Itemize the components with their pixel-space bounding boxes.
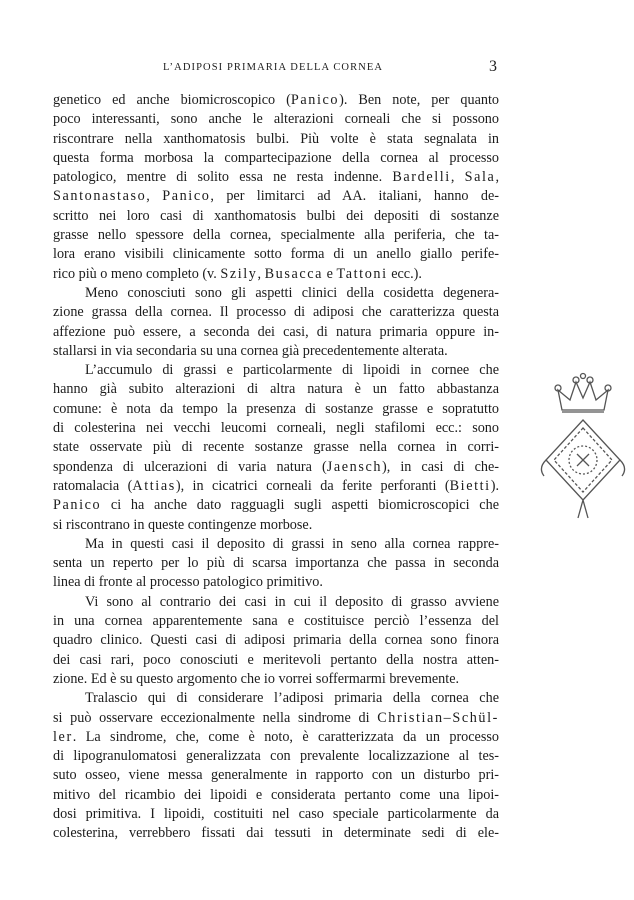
text-segment: Vi sono al contrario dei casi in cui il deposito di grasso avviene xyxy=(85,593,499,610)
text-segment: si può osservare eccezionalmente nella sindrome di xyxy=(53,709,378,726)
author-name: Attias xyxy=(132,477,176,494)
author-name: Panico xyxy=(162,188,211,205)
text-segment: Meno conosciuti sono gli aspetti clinici della cosidetta degenera- xyxy=(85,284,499,301)
text-segment: senta un reperto per lo più di scarsa importanza che passa in seconda xyxy=(53,555,499,572)
text-line xyxy=(53,130,499,149)
text-segment: linea di fronte al processo patologico primitivo. xyxy=(53,574,323,591)
text-segment: ci ha anche dato ragguagli sugli aspetti biomicroscopici che xyxy=(101,497,499,514)
text-segment: ). Ben note, per quanto xyxy=(339,92,499,108)
text-segment: ratomalacia ( xyxy=(53,477,133,494)
text-line xyxy=(53,747,499,766)
author-name: Bardelli xyxy=(392,169,451,186)
text-line xyxy=(53,786,499,805)
text-segment: , xyxy=(450,169,465,186)
author-name: Jaensch xyxy=(326,458,383,475)
text-line xyxy=(53,168,499,187)
text-segment: stallarsi in via secondaria su una cornea già precedentemente alterata. xyxy=(53,342,448,359)
text-line xyxy=(53,361,499,380)
text-segment: rico più o meno completo (v. xyxy=(53,265,221,282)
text-segment: zione. Ed è su questo argomento che io vorrei soffermarmi brevemente. xyxy=(53,670,460,687)
text-segment: scritto nei loro casi di xanthomatosis bulbi dei depositi di sostanze xyxy=(53,207,499,224)
text-line xyxy=(53,226,499,245)
author-name: Panico xyxy=(53,497,102,514)
text-line xyxy=(53,284,499,303)
text-line xyxy=(53,496,499,515)
text-line xyxy=(53,728,499,747)
text-line xyxy=(53,245,499,264)
text-segment: ), in casi di che- xyxy=(382,458,499,475)
text-line xyxy=(53,419,499,438)
text-segment: suto osseo, viene messa generalmente in rapporto con un disturbo pri- xyxy=(53,767,499,784)
page-number: 3 xyxy=(489,58,497,75)
text-segment: , xyxy=(495,169,499,186)
text-segment: . La sindrome, che, come è noto, è caratterizzata da un processo xyxy=(72,728,499,745)
running-title: L’ADIPOSI PRIMARIA DELLA CORNEA xyxy=(163,62,384,73)
text-line xyxy=(53,438,499,457)
text-segment: di lipogranulomatosi generalizzata con prevalente localizzazione al tes- xyxy=(53,748,499,765)
text-segment: , xyxy=(257,265,265,282)
text-line xyxy=(53,573,499,592)
text-segment: genetico ed anche biomicroscopico ( xyxy=(53,92,291,108)
text-line xyxy=(53,612,499,631)
text-line xyxy=(53,709,499,728)
text-line xyxy=(53,535,499,554)
text-segment: affezione può essere, a seconda dei casi, di natura primaria oppure in- xyxy=(53,323,499,340)
author-name: Bietti xyxy=(449,477,491,494)
text-line xyxy=(53,400,499,419)
text-segment: , xyxy=(146,188,163,205)
author-name: Tattoni xyxy=(336,265,388,282)
text-line xyxy=(53,380,499,399)
text-segment: colesterina, verrebbero fissati dai tessuti in determinate sedi di ele- xyxy=(53,825,499,842)
author-name: Christian–Schül- xyxy=(377,709,499,726)
text-line xyxy=(53,689,499,708)
text-line xyxy=(53,187,499,206)
text-line xyxy=(53,824,499,843)
text-segment: spondenza di ulcerazioni di varia natura ( xyxy=(53,458,327,475)
author-name: Santonastaso xyxy=(53,188,147,205)
author-name: Panico xyxy=(290,92,340,108)
text-segment: questa forma morbosa la compartecipazione della cornea al processo xyxy=(53,149,499,166)
library-stamp-icon xyxy=(540,368,626,538)
text-segment: lora erano visibili clinicamente sotto forma di un anello giallo perife- xyxy=(53,246,499,263)
text-segment: comune: è nota da tempo la presenza di sostanze grasse e sopratutto xyxy=(53,400,499,417)
author-name: Szily xyxy=(220,265,258,282)
text-line xyxy=(53,593,499,612)
text-segment: di colesterina nei vecchi leucomi corneali, negli stafilomi ecc.: sono xyxy=(53,420,499,437)
text-line xyxy=(53,265,499,284)
author-name: Busacca xyxy=(264,265,324,282)
text-segment: hanno già subito alterazioni di altra natura è un fatto abbastanza xyxy=(53,381,499,398)
text-line xyxy=(53,477,499,496)
text-segment: zione grassa della cornea. Il processo di adiposi che caratterizza questa xyxy=(53,304,499,321)
text-segment: state osservate più di recente sostanze grasse nella cornea in corri- xyxy=(53,439,499,456)
text-segment: Tralascio qui di considerare l’adiposi primaria della cornea che xyxy=(85,690,499,707)
text-segment: Ma in questi casi il deposito di grassi in seno alla cornea rappre- xyxy=(85,535,499,552)
text-segment: quadro clinico. Questi casi di adiposi primaria della cornea sono finora xyxy=(53,632,499,649)
text-segment: ). xyxy=(490,477,499,494)
text-line xyxy=(53,303,499,322)
text-segment: grasse nello spessore della cornea, specialmente alla periferia, che ta- xyxy=(53,227,499,244)
author-name: ler xyxy=(53,728,73,745)
text-line xyxy=(53,670,499,689)
text-line xyxy=(53,516,499,535)
text-line xyxy=(53,323,499,342)
text-line xyxy=(53,805,499,824)
text-line xyxy=(53,110,499,129)
text-segment: L’accumulo di grassi e particolarmente di lipoidi in cornee che xyxy=(85,362,499,379)
text-line xyxy=(53,91,499,110)
text-line xyxy=(53,766,499,785)
text-line xyxy=(53,149,499,168)
text-segment: in una cornea apparentemente sana e costituisce perciò l’essenza del xyxy=(53,613,499,630)
text-segment: patologico, mentre di solito essa ne resta indenne. xyxy=(53,169,393,186)
text-line xyxy=(53,631,499,650)
text-segment: mitivo del ricambio dei lipoidi e considerata pertanto come una lipoi- xyxy=(53,786,499,803)
text-line xyxy=(53,651,499,670)
text-line xyxy=(53,554,499,573)
text-line xyxy=(53,342,499,361)
text-line xyxy=(53,207,499,226)
text-segment: ), in cicatrici corneali da ferite perforanti ( xyxy=(175,477,450,494)
running-header xyxy=(0,60,634,80)
body-text xyxy=(53,91,499,844)
text-segment: , per limitarci ad AA. italiani, hanno de- xyxy=(210,188,499,205)
text-segment: si riscontrano in queste contingenze morbose. xyxy=(53,516,313,533)
author-name: Sala xyxy=(464,169,496,186)
text-segment: dei casi rari, poco conosciuti e meritevoli pertanto della nostra atten- xyxy=(53,651,499,668)
text-segment: e xyxy=(323,265,337,282)
text-segment: ecc.). xyxy=(387,265,422,282)
text-segment: dosi primitiva. I lipoidi, costituiti nel caso speciale particolarmente da xyxy=(53,805,499,822)
text-segment: poco interessanti, sono anche le alterazioni corneali che si possono xyxy=(53,111,499,128)
text-segment: riscontrare nella xanthomatosis bulbi. Più volte è stata segnalata in xyxy=(53,130,499,147)
text-line xyxy=(53,458,499,477)
